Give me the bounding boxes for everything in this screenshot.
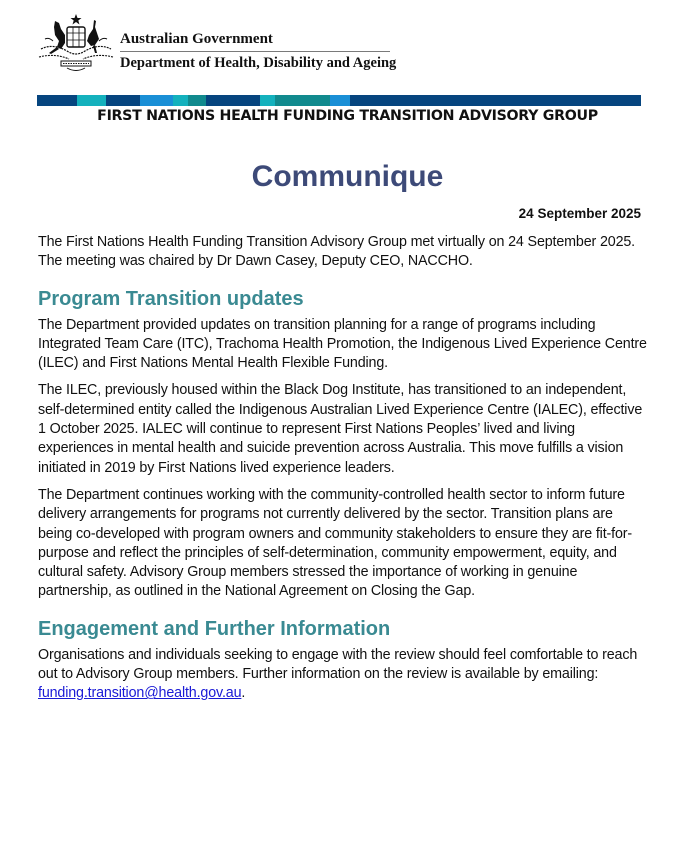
colour-bar-segment: [330, 95, 350, 106]
intro-paragraph: The First Nations Health Funding Transition Advisory Group met virtually on 24 September 2025. The meeting was chaired by Dr Dawn Casey, Deputy CEO, NACCHO.: [38, 234, 635, 270]
colour-bar-segment: [350, 95, 641, 106]
header-divider: [120, 51, 390, 52]
section-heading-program-transition: Program Transition updates: [38, 287, 304, 310]
colour-bar-segment: [275, 95, 330, 106]
colour-bar-segment: [206, 95, 260, 106]
advisory-group-title: FIRST NATIONS HEALTH FUNDING TRANSITION ADVISORY GROUP: [97, 108, 598, 124]
colour-bar-segment: [260, 95, 275, 106]
engagement-text: Organisations and individuals seeking to engage with the review should feel comfortable to reach out to Advisory Group members. Further information on the review is available by emailing:: [38, 646, 638, 683]
email-link[interactable]: funding.transition@health.gov.au: [38, 685, 242, 702]
paragraph: The ILEC, previously housed within the Black Dog Institute, has transitioned to an independent, self-determined entity called the Indigenous Australian Lived Experience Centre (IALEC), effective 1 October 2025. IALEC will continue to represent First Nations Peoples’ lived and living experiences in mental health and suicide prevention across Australia. This move fulfills a vision initiated in 2019 by First Nations lived experience leaders.: [38, 382, 643, 476]
document-body: [38, 233, 648, 712]
colour-bar-segment: [37, 95, 77, 106]
engagement-paragraph: [38, 646, 648, 704]
colour-bar-segment: [140, 95, 173, 106]
decorative-colour-bar: [37, 95, 641, 106]
paragraph: The Department provided updates on transition planning for a range of programs including Integrated Team Care (ITC), Trachoma Health Promotion, the Indigenous Lived Experience Centre (ILEC) and First Nations Mental Health Flexible Funding.: [38, 316, 647, 372]
colour-bar-segment: [188, 95, 206, 106]
document-date: 24 September 2025: [518, 206, 641, 221]
paragraph: The Department continues working with the community-controlled health sector to inform future delivery arrangements for programs not currently delivered by the sector. Transition plans are being co-developed with program owners and community stakeholders to ensure they are fit-for-purpose and reflect the principles of self-determination, community empowerment, equity, and cultural safety. Advisory Group members stressed the importance of working in genuine partnership, as outlined in the National Agreement on Closing the Gap.: [38, 486, 632, 600]
colour-bar-segment: [77, 95, 106, 106]
section-heading-engagement: Engagement and Further Information: [38, 617, 391, 640]
department-name: Department of Health, Disability and Ageing: [120, 55, 397, 71]
colour-bar-segment: [106, 95, 140, 106]
government-name: Australian Government: [120, 31, 273, 47]
colour-bar-segment: [173, 95, 188, 106]
page-title: Communique: [251, 160, 444, 193]
australian-coat-of-arms-icon: [37, 13, 115, 75]
paragraph-end: .: [241, 685, 246, 702]
